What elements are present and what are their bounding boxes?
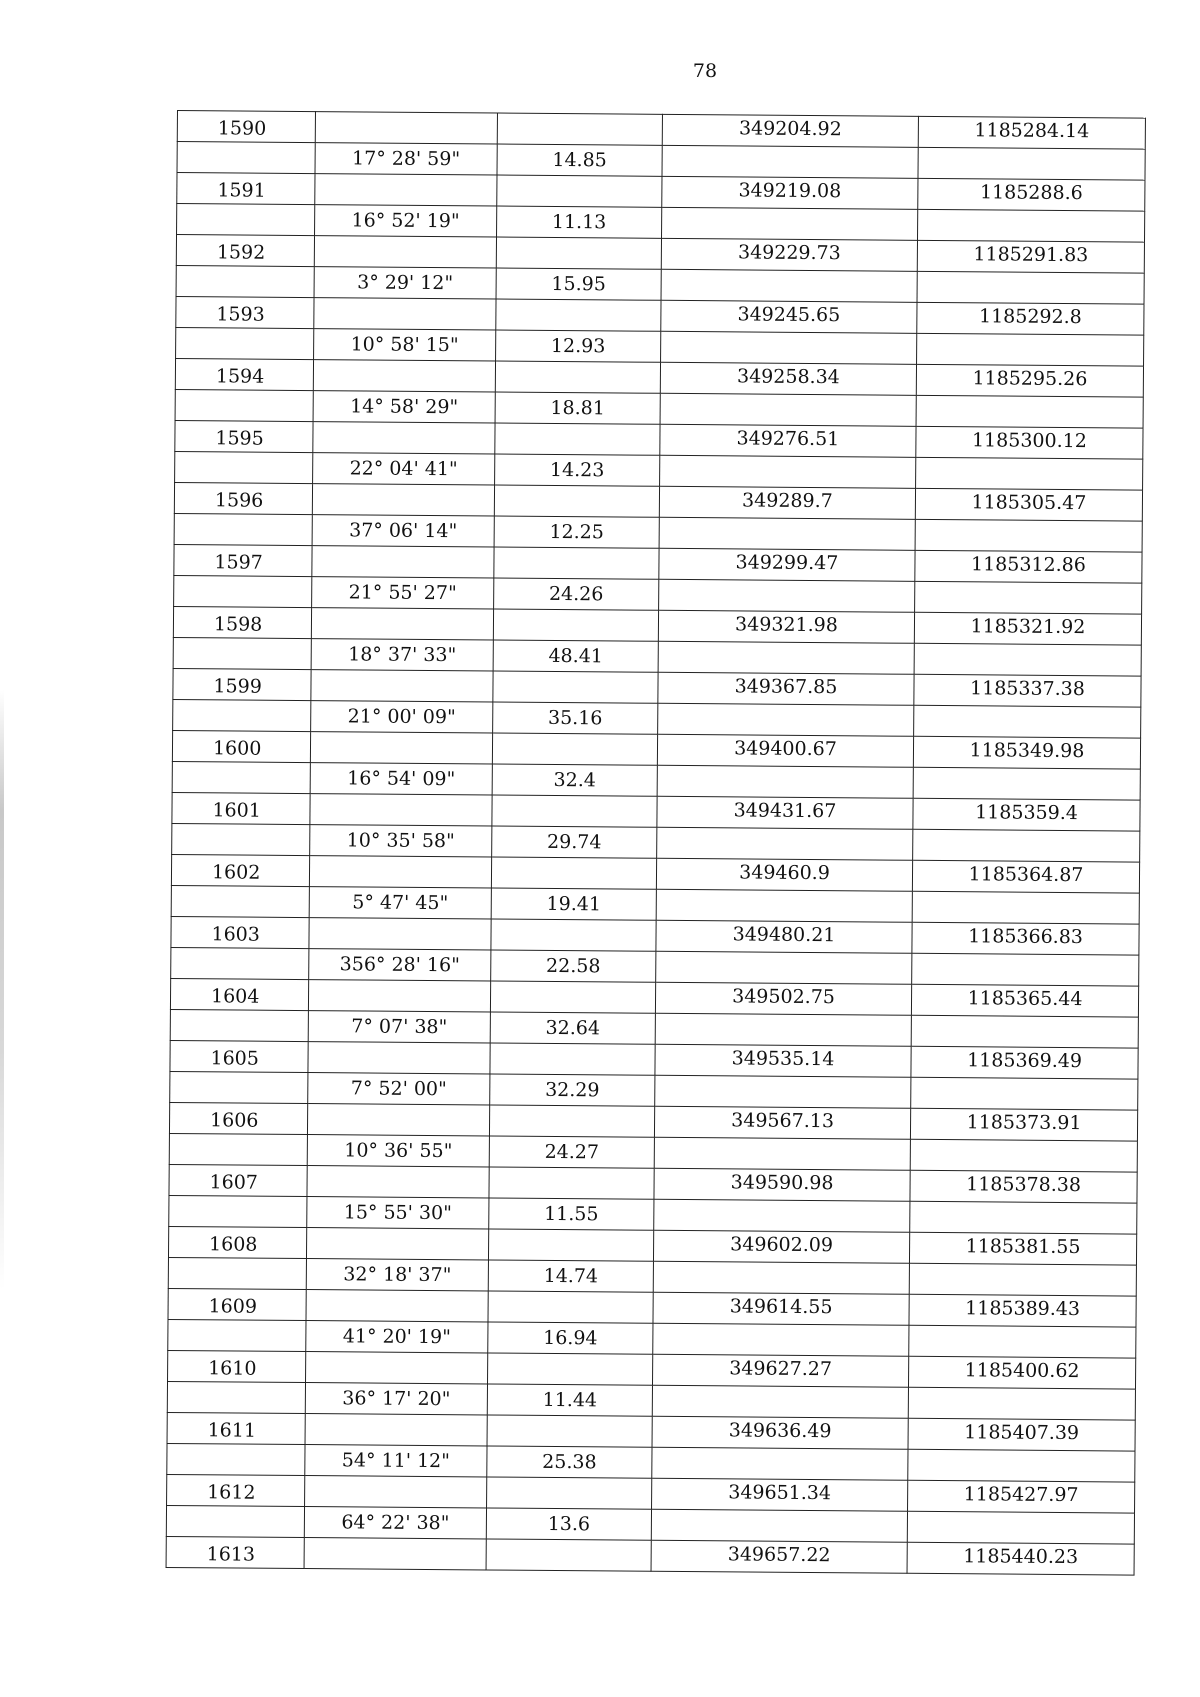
empty-cell — [661, 331, 917, 364]
empty-cell — [175, 451, 313, 483]
empty-cell — [659, 517, 915, 550]
bearing-value: 10° 36' 55" — [307, 1135, 489, 1167]
empty-cell — [495, 361, 660, 393]
station-number: 1609 — [168, 1288, 306, 1320]
distance-value: 32.64 — [490, 1012, 655, 1044]
northing-value: 349602.09 — [653, 1230, 909, 1263]
empty-cell — [486, 1539, 651, 1571]
empty-cell — [912, 891, 1139, 924]
station-number: 1610 — [168, 1350, 306, 1382]
empty-cell — [167, 1443, 305, 1475]
station-number: 1606 — [169, 1102, 307, 1134]
empty-cell — [174, 513, 312, 545]
empty-cell — [496, 237, 661, 269]
station-number: 1597 — [174, 544, 312, 576]
station-number: 1608 — [168, 1226, 306, 1258]
empty-cell — [172, 823, 310, 855]
station-number: 1595 — [175, 420, 313, 452]
bearing-value: 7° 07' 38" — [308, 1011, 490, 1043]
distance-value: 16.94 — [488, 1322, 653, 1354]
distance-value: 24.27 — [489, 1136, 654, 1168]
northing-value: 349480.21 — [656, 920, 912, 953]
easting-value: 1185292.8 — [917, 302, 1144, 335]
northing-value: 349627.27 — [652, 1354, 908, 1387]
empty-cell — [493, 609, 658, 641]
empty-cell — [177, 142, 315, 174]
distance-value: 11.13 — [497, 206, 662, 238]
empty-cell — [652, 1385, 908, 1418]
empty-cell — [172, 761, 310, 793]
easting-value: 1185364.87 — [912, 860, 1139, 893]
empty-cell — [491, 857, 656, 889]
empty-cell — [494, 547, 659, 579]
bearing-value: 10° 58' 15" — [314, 329, 496, 361]
easting-value: 1185288.6 — [918, 178, 1145, 211]
station-number: 1598 — [173, 606, 311, 638]
bearing-value: 17° 28' 59" — [315, 143, 497, 175]
empty-cell — [308, 1042, 490, 1074]
empty-cell — [657, 765, 913, 798]
station-number: 1607 — [169, 1164, 307, 1196]
northing-value: 349204.92 — [662, 114, 918, 147]
distance-value: 14.23 — [495, 454, 660, 486]
empty-cell — [307, 1104, 489, 1136]
empty-cell — [907, 1511, 1134, 1544]
bearing-value: 16° 52' 19" — [315, 205, 497, 237]
station-number: 1601 — [172, 792, 310, 824]
northing-value: 349367.85 — [658, 672, 914, 705]
empty-cell — [314, 236, 496, 268]
bearing-value: 356° 28' 16" — [309, 949, 491, 981]
empty-cell — [653, 1261, 909, 1294]
northing-value: 349431.67 — [657, 796, 913, 829]
station-number: 1590 — [177, 111, 315, 143]
bearing-value: 16° 54' 09" — [310, 763, 492, 795]
empty-cell — [657, 827, 913, 860]
survey-coordinates-table — [166, 110, 1146, 1576]
station-number: 1611 — [167, 1412, 305, 1444]
easting-value: 1185373.91 — [910, 1108, 1137, 1141]
survey-table-body — [166, 111, 1145, 1576]
bearing-value: 5° 47' 45" — [309, 887, 491, 919]
station-number: 1600 — [172, 730, 310, 762]
empty-cell — [175, 389, 313, 421]
distance-value: 32.4 — [492, 764, 657, 796]
empty-cell — [908, 1449, 1135, 1482]
empty-cell — [489, 1105, 654, 1137]
distance-value: 12.93 — [496, 330, 661, 362]
empty-cell — [314, 298, 496, 330]
empty-cell — [658, 703, 914, 736]
easting-value: 1185312.86 — [915, 550, 1142, 583]
bearing-value: 36° 17' 20" — [305, 1383, 487, 1415]
empty-cell — [170, 1009, 308, 1041]
distance-value: 25.38 — [487, 1446, 652, 1478]
empty-cell — [656, 889, 912, 922]
easting-value: 1185295.26 — [916, 364, 1143, 397]
empty-cell — [917, 209, 1144, 242]
empty-cell — [315, 112, 497, 144]
empty-cell — [489, 1167, 654, 1199]
northing-value: 349590.98 — [654, 1168, 910, 1201]
empty-cell — [487, 1477, 652, 1509]
bearing-value: 54° 11' 12" — [305, 1445, 487, 1477]
survey-table-container — [166, 110, 1146, 1576]
bearing-value: 3° 29' 12" — [314, 267, 496, 299]
empty-cell — [488, 1291, 653, 1323]
distance-value: 15.95 — [496, 268, 661, 300]
empty-cell — [909, 1325, 1136, 1358]
empty-cell — [309, 856, 491, 888]
empty-cell — [656, 951, 912, 984]
empty-cell — [173, 699, 311, 731]
empty-cell — [171, 885, 309, 917]
easting-value: 1185349.98 — [913, 736, 1140, 769]
station-number: 1596 — [174, 482, 312, 514]
empty-cell — [169, 1195, 307, 1227]
easting-value: 1185440.23 — [907, 1542, 1134, 1575]
empty-cell — [495, 423, 660, 455]
empty-cell — [176, 265, 314, 297]
empty-cell — [171, 947, 309, 979]
empty-cell — [310, 732, 492, 764]
easting-value: 1185427.97 — [908, 1480, 1135, 1513]
easting-value: 1185378.38 — [910, 1170, 1137, 1203]
bearing-value: 64° 22' 38" — [304, 1507, 486, 1539]
empty-cell — [168, 1257, 306, 1289]
empty-cell — [918, 147, 1145, 180]
distance-value: 11.44 — [487, 1384, 652, 1416]
bearing-value: 21° 55' 27" — [312, 577, 494, 609]
easting-value: 1185366.83 — [912, 922, 1139, 955]
easting-value: 1185407.39 — [908, 1418, 1135, 1451]
bearing-value: 37° 06' 14" — [312, 515, 494, 547]
empty-cell — [167, 1381, 305, 1413]
station-number: 1591 — [177, 173, 315, 205]
northing-value: 349321.98 — [658, 610, 914, 643]
northing-value: 349614.55 — [653, 1292, 909, 1325]
bearing-value: 7° 52' 00" — [308, 1073, 490, 1105]
bearing-value: 32° 18' 37" — [306, 1259, 488, 1291]
distance-value: 18.81 — [495, 392, 660, 424]
northing-value: 349651.34 — [652, 1478, 908, 1511]
northing-value: 349657.22 — [651, 1540, 907, 1573]
empty-cell — [170, 1071, 308, 1103]
easting-value: 1185300.12 — [916, 426, 1143, 459]
empty-cell — [166, 1505, 304, 1537]
empty-cell — [305, 1476, 487, 1508]
northing-value: 349219.08 — [662, 176, 918, 209]
empty-cell — [655, 1075, 911, 1108]
empty-cell — [913, 829, 1140, 862]
empty-cell — [914, 643, 1141, 676]
page-number: 78 — [692, 60, 718, 82]
empty-cell — [658, 641, 914, 674]
empty-cell — [313, 360, 495, 392]
empty-cell — [912, 953, 1139, 986]
station-number: 1604 — [170, 978, 308, 1010]
empty-cell — [490, 981, 655, 1013]
bearing-value: 14° 58' 29" — [313, 391, 495, 423]
station-number: 1602 — [171, 854, 309, 886]
empty-cell — [491, 919, 656, 951]
empty-cell — [308, 980, 490, 1012]
empty-cell — [496, 299, 661, 331]
easting-value: 1185359.4 — [913, 798, 1140, 831]
empty-cell — [306, 1228, 488, 1260]
station-number: 1593 — [176, 296, 314, 328]
distance-value: 48.41 — [493, 640, 658, 672]
empty-cell — [493, 671, 658, 703]
distance-value: 29.74 — [492, 826, 657, 858]
empty-cell — [176, 327, 314, 359]
station-row — [166, 1536, 1134, 1575]
empty-cell — [309, 918, 491, 950]
empty-cell — [651, 1509, 907, 1542]
empty-cell — [306, 1290, 488, 1322]
empty-cell — [916, 395, 1143, 428]
scan-edge-shadow — [0, 690, 4, 1290]
bearing-value: 22° 04' 41" — [313, 453, 495, 485]
empty-cell — [917, 333, 1144, 366]
distance-value: 32.29 — [490, 1074, 655, 1106]
station-number: 1599 — [173, 668, 311, 700]
empty-cell — [304, 1538, 486, 1570]
bearing-value: 10° 35' 58" — [310, 825, 492, 857]
empty-cell — [305, 1414, 487, 1446]
empty-cell — [490, 1043, 655, 1075]
northing-value: 349535.14 — [655, 1044, 911, 1077]
empty-cell — [174, 575, 312, 607]
northing-value: 349502.75 — [655, 982, 911, 1015]
empty-cell — [488, 1353, 653, 1385]
empty-cell — [312, 484, 494, 516]
bearing-value: 15° 55' 30" — [307, 1197, 489, 1229]
empty-cell — [911, 1015, 1138, 1048]
empty-cell — [654, 1137, 910, 1170]
empty-cell — [909, 1263, 1136, 1296]
empty-cell — [306, 1352, 488, 1384]
empty-cell — [494, 485, 659, 517]
empty-cell — [916, 457, 1143, 490]
station-number: 1605 — [170, 1040, 308, 1072]
easting-value: 1185381.55 — [909, 1232, 1136, 1265]
northing-value: 349229.73 — [661, 238, 917, 271]
northing-value: 349245.65 — [661, 300, 917, 333]
empty-cell — [313, 422, 495, 454]
empty-cell — [310, 794, 492, 826]
empty-cell — [662, 207, 918, 240]
easting-value: 1185369.49 — [911, 1046, 1138, 1079]
distance-value: 12.25 — [494, 516, 659, 548]
distance-value: 13.6 — [486, 1508, 651, 1540]
northing-value: 349636.49 — [652, 1416, 908, 1449]
northing-value: 349400.67 — [657, 734, 913, 767]
empty-cell — [307, 1166, 489, 1198]
empty-cell — [488, 1229, 653, 1261]
northing-value: 349276.51 — [660, 424, 916, 457]
distance-value: 35.16 — [493, 702, 658, 734]
distance-value: 11.55 — [489, 1198, 654, 1230]
empty-cell — [492, 733, 657, 765]
bearing-value: 41° 20' 19" — [306, 1321, 488, 1353]
empty-cell — [312, 546, 494, 578]
empty-cell — [910, 1139, 1137, 1172]
empty-cell — [487, 1415, 652, 1447]
distance-value: 14.74 — [488, 1260, 653, 1292]
easting-value: 1185321.92 — [914, 612, 1141, 645]
empty-cell — [662, 145, 918, 178]
easting-value: 1185291.83 — [917, 240, 1144, 273]
northing-value: 349567.13 — [654, 1106, 910, 1139]
northing-value: 349299.47 — [659, 548, 915, 581]
easting-value: 1185305.47 — [915, 488, 1142, 521]
station-number: 1594 — [175, 358, 313, 390]
empty-cell — [908, 1387, 1135, 1420]
empty-cell — [315, 174, 497, 206]
empty-cell — [653, 1323, 909, 1356]
empty-cell — [917, 271, 1144, 304]
empty-cell — [659, 579, 915, 612]
distance-value: 24.26 — [494, 578, 659, 610]
northing-value: 349460.9 — [656, 858, 912, 891]
bearing-value: 21° 00' 09" — [311, 701, 493, 733]
empty-cell — [169, 1133, 307, 1165]
easting-value: 1185400.62 — [908, 1356, 1135, 1389]
empty-cell — [915, 519, 1142, 552]
easting-value: 1185365.44 — [911, 984, 1138, 1017]
empty-cell — [660, 393, 916, 426]
empty-cell — [497, 113, 662, 145]
distance-value: 14.85 — [497, 144, 662, 176]
empty-cell — [911, 1077, 1138, 1110]
empty-cell — [652, 1447, 908, 1480]
station-number: 1612 — [167, 1474, 305, 1506]
empty-cell — [168, 1319, 306, 1351]
empty-cell — [497, 175, 662, 207]
bearing-value: 18° 37' 33" — [311, 639, 493, 671]
empty-cell — [311, 608, 493, 640]
empty-cell — [173, 637, 311, 669]
station-number: 1603 — [171, 916, 309, 948]
northing-value: 349258.34 — [660, 362, 916, 395]
empty-cell — [913, 767, 1140, 800]
empty-cell — [655, 1013, 911, 1046]
empty-cell — [177, 204, 315, 236]
easting-value: 1185337.38 — [914, 674, 1141, 707]
empty-cell — [661, 269, 917, 302]
empty-cell — [910, 1201, 1137, 1234]
empty-cell — [492, 795, 657, 827]
distance-value: 22.58 — [491, 950, 656, 982]
empty-cell — [915, 581, 1142, 614]
easting-value: 1185389.43 — [909, 1294, 1136, 1327]
northing-value: 349289.7 — [659, 486, 915, 519]
empty-cell — [914, 705, 1141, 738]
empty-cell — [660, 455, 916, 488]
easting-value: 1185284.14 — [918, 116, 1145, 149]
distance-value: 19.41 — [491, 888, 656, 920]
empty-cell — [311, 670, 493, 702]
empty-cell — [654, 1199, 910, 1232]
station-number: 1592 — [176, 235, 314, 267]
station-number: 1613 — [166, 1536, 304, 1568]
